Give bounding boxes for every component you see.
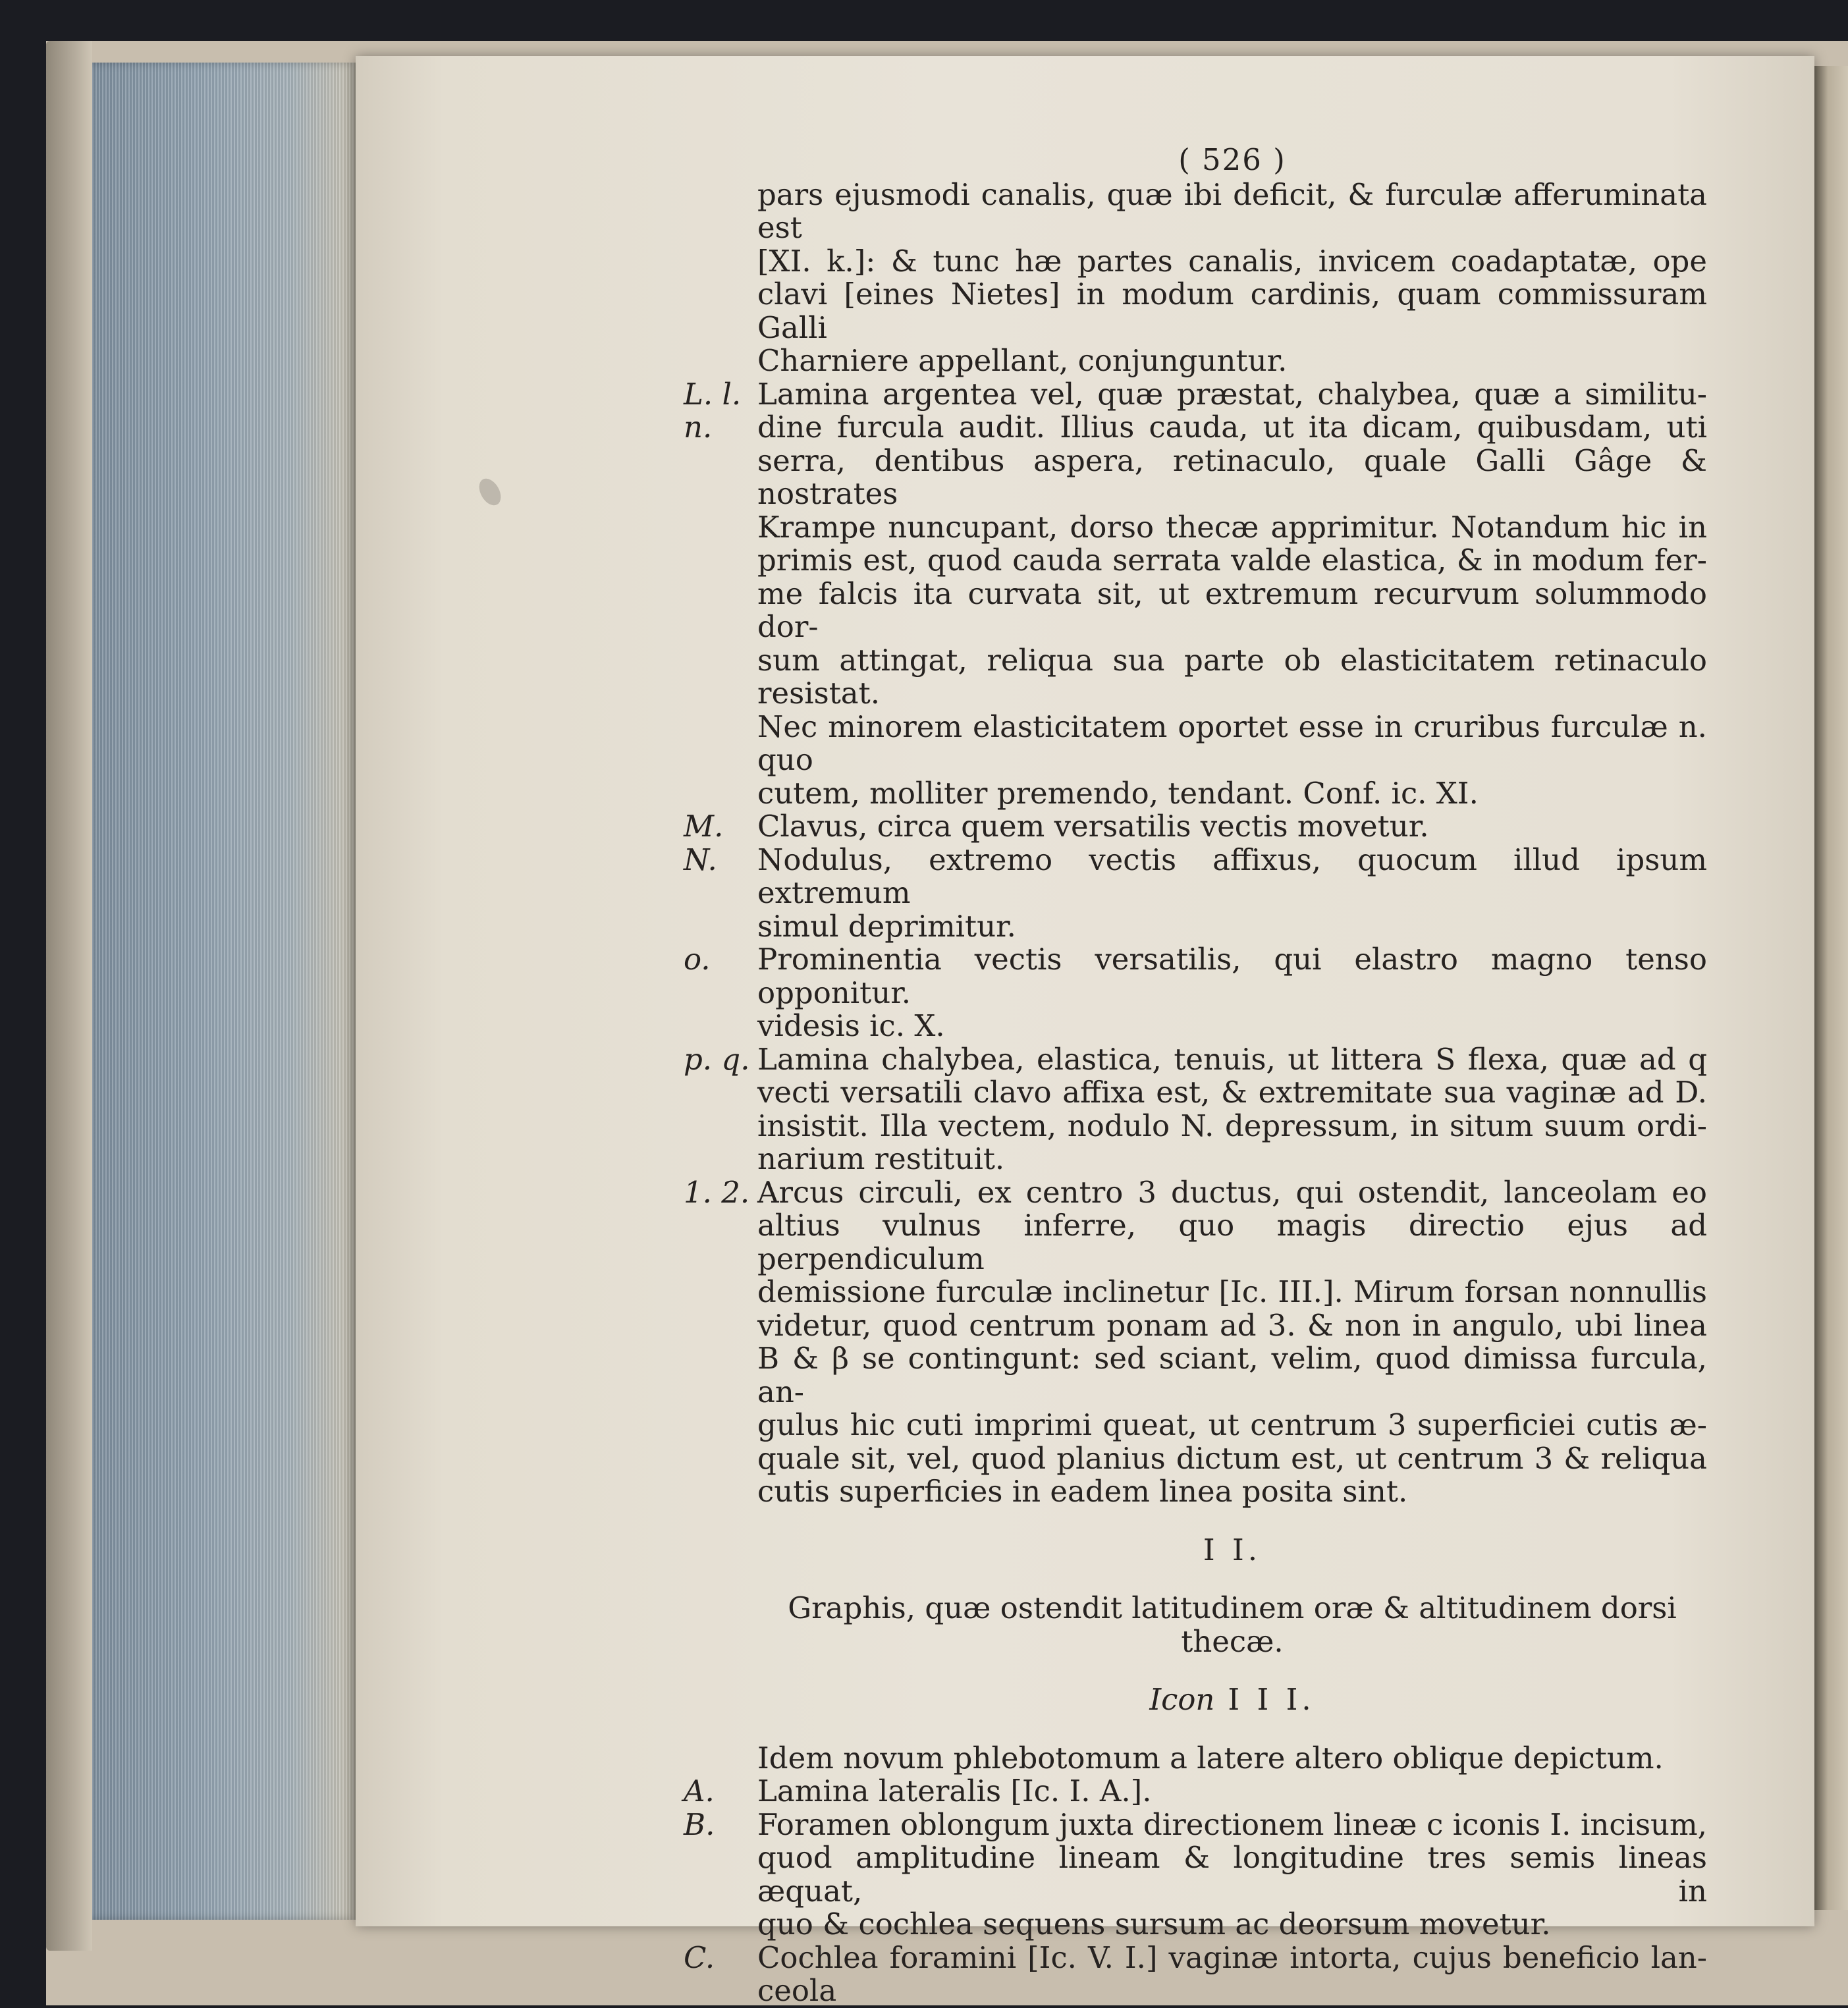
entry-5 xyxy=(684,1041,1707,1176)
text-line: quale sit, vel, quod planius dictum est, ut centrum 3 & reliqua xyxy=(757,1440,1707,1476)
entry-key: N. xyxy=(684,842,717,877)
entry-1 xyxy=(684,1806,1707,1941)
page-text xyxy=(684,142,1707,2008)
text-line: dine furcula audit. Illius cauda, ut ita dicam, quibusdam, uti xyxy=(757,410,1707,445)
text-line: Cochlea foramini [Ic. V. I.] vaginæ intorta, cujus beneficio lan- xyxy=(757,1940,1707,1975)
icon-intro-line: Idem novum phlebotomum a latere altero oblique depictum. xyxy=(757,1740,1664,1776)
entry-key: C. xyxy=(684,1940,715,1975)
icon-heading-iii xyxy=(757,1683,1707,1717)
page-number: ( 526 ) xyxy=(1178,142,1286,177)
text-line: quod amplitudine lineam & longitudine tres semis lineas æquat, in xyxy=(757,1840,1707,1909)
text-line: altius vulnus inferre, quo magis directio ejus ad perpendiculum xyxy=(757,1208,1707,1276)
text-line: Nec minorem elasticitatem oportet esse in cruribus furculæ n. quo xyxy=(757,709,1707,777)
text-line: Charniere appellant, conjunguntur. xyxy=(757,343,1288,378)
text-line: Clavus, circa quem versatilis vectis movetur. xyxy=(757,809,1429,844)
entry-2 xyxy=(684,809,1707,844)
entry-1 xyxy=(684,376,1707,811)
page-edges-stack xyxy=(92,63,356,1920)
entry-6 xyxy=(684,1174,1707,1509)
text-line: clavi [eines Nietes] in modum cardinis, quam commissuram Galli xyxy=(757,277,1707,345)
text-line: quo & cochlea sequens sursum ac deorsum movetur. xyxy=(757,1907,1551,1941)
text-line: Lamina argentea vel, quæ præstat, chalybea, quæ a similitu- xyxy=(757,376,1707,412)
facing-page-edge xyxy=(1814,66,1848,1910)
text-line: vecti versatili clavo affixa est, & extremitate sua vaginæ ad D. xyxy=(757,1075,1707,1110)
text-line: Lamina lateralis [Ic. I. A.]. xyxy=(757,1774,1152,1808)
text-line: Foramen oblongum juxta directionem lineæ c iconis I. incisum, xyxy=(757,1806,1707,1842)
text-line: [XI. k.]: & tunc hæ partes canalis, invicem coadaptatæ, ope xyxy=(757,243,1707,279)
icon-heading-word: Icon xyxy=(1149,1682,1215,1717)
entry-4 xyxy=(684,942,1707,1043)
text-line: sum attingat, reliqua sua parte ob elasticitatem retinaculo resistat. xyxy=(757,642,1707,711)
text-line: videsis ic. X. xyxy=(757,1008,945,1043)
entry-key: M. xyxy=(684,809,724,844)
entry-key: A. xyxy=(684,1774,715,1808)
text-line: insistit. Illa vectem, nodulo N. depressum, in situm suum ordi- xyxy=(757,1108,1707,1143)
text-line: Krampe nuncupant, dorso thecæ apprimitur. Notandum hic in xyxy=(757,509,1707,545)
text-line: Prominentia vectis versatilis, qui elastro magno tenso opponitur. xyxy=(757,942,1707,1010)
entry-key: o. xyxy=(684,942,711,977)
text-line: primis est, quod cauda serrata valde elastica, & in modum fer- xyxy=(757,543,1707,578)
section-heading-ii: I I. xyxy=(1203,1532,1262,1567)
text-line: serra, dentibus aspera, retinaculo, quale Galli Gâge & nostrates xyxy=(757,443,1707,511)
entry-2 xyxy=(684,1940,1707,2008)
text-line: cutis superficies in eadem linea posita sint. xyxy=(757,1474,1408,1509)
text-line: gulus hic cuti imprimi queat, ut centrum 3 superficiei cutis æ- xyxy=(757,1407,1707,1442)
text-line: Nodulus, extremo vectis affixus, quocum illud ipsum extremum xyxy=(757,842,1707,910)
book-cover-edge xyxy=(46,41,92,1951)
entries-section-1 xyxy=(684,176,1707,1509)
text-line: B & β se contingunt: sed sciant, velim, quod dimissa furcula, an- xyxy=(757,1341,1707,1409)
text-line: ceola xyxy=(757,1973,837,2008)
text-line: demissione furculæ inclinetur [Ic. III.]. Mirum forsan nonnullis xyxy=(757,1274,1707,1309)
graphis-caption: Graphis, quæ ostendit latitudinem oræ & altitudinem dorsi thecæ. xyxy=(788,1590,1677,1659)
entry-0 xyxy=(684,1774,1707,1808)
text-line: Lamina chalybea, elastica, tenuis, ut littera S flexa, quæ ad q xyxy=(757,1041,1707,1077)
icon-heading-numeral: I I I. xyxy=(1228,1682,1315,1717)
text-line: cutem, molliter premendo, tendant. Conf. ic. XI. xyxy=(757,775,1479,811)
entry-key: B. xyxy=(684,1806,715,1842)
entry-key: L. l. n. xyxy=(684,376,742,445)
entry-3 xyxy=(684,842,1707,944)
entry-key: 1. 2. xyxy=(684,1174,750,1210)
entry-key: p. q. xyxy=(684,1041,750,1077)
entries-section-2 xyxy=(684,1774,1707,2008)
entry-0 xyxy=(757,178,1707,378)
text-line: videtur, quod centrum ponam ad 3. & non in angulo, ubi linea xyxy=(757,1307,1707,1343)
text-line: pars ejusmodi canalis, quæ ibi deficit, & furculæ afferuminata est xyxy=(757,176,1707,245)
text-line: me falcis ita curvata sit, ut extremum recurvum solummodo dor- xyxy=(757,576,1707,644)
text-line: Arcus circuli, ex centro 3 ductus, qui ostendit, lanceolam eo xyxy=(757,1174,1707,1210)
text-line: simul deprimitur. xyxy=(757,908,1016,944)
text-line: narium restituit. xyxy=(757,1141,1005,1176)
